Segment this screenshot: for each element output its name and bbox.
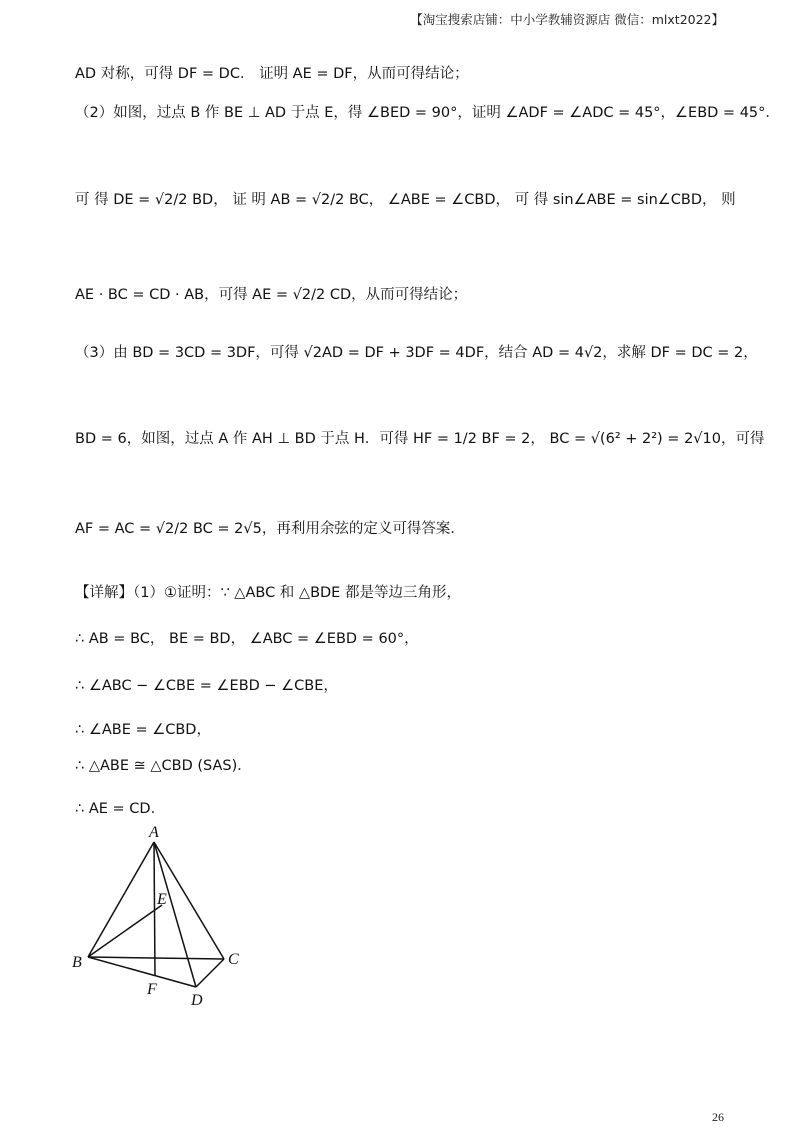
segment-ab (88, 842, 154, 957)
label-d: D (191, 992, 203, 1009)
geometry-figure (66, 822, 256, 1012)
text-line-9: ∴ AB = BC， BE = BD， ∠ABC = ∠EBD = 60°， (75, 631, 419, 647)
text-line-11: ∴ ∠ABE = ∠CBD， (75, 722, 211, 738)
text-line-2: （2）如图，过点 B 作 BE ⊥ AD 于点 E，得 ∠BED = 90°，证明 ∠ADF = ∠ADC = 45°，∠EBD = 45°． (75, 105, 780, 121)
text-line-8: 【详解】（1）①证明：∵ △ABC 和 △BDE 都是等边三角形， (75, 585, 461, 601)
text-line-12: ∴ △ABE ≅ △CBD (SAS)． (75, 758, 252, 774)
segment-bc (88, 957, 224, 959)
segment-bd (88, 957, 196, 987)
text-line-5: （3）由 BD = 3CD = 3DF，可得 √2AD = DF + 3DF = 4DF，结合 AD = 4√2，求解 DF = DC = 2， (75, 345, 758, 361)
segment-be (88, 905, 162, 957)
segment-cd (196, 959, 224, 987)
text-line-10: ∴ ∠ABC − ∠CBE = ∠EBD − ∠CBE， (75, 678, 338, 694)
page-header: 【淘宝搜索店铺：中小学教辅资源店 微信：mlxt2022】 (410, 12, 724, 27)
text-line-13: ∴ AE = CD． (75, 801, 166, 817)
label-c: C (228, 951, 239, 968)
label-f: F (147, 981, 157, 998)
label-a: A (149, 824, 159, 841)
text-line-6: BD = 6，如图，过点 A 作 AH ⊥ BD 于点 H．可得 HF = 1/2 BF = 2， BC = √(6² + 2²) = 2√10，可得 (75, 431, 765, 447)
page-number: 26 (712, 1110, 724, 1124)
segment-ad (154, 842, 196, 987)
segment-af (154, 842, 155, 976)
label-e: E (157, 891, 167, 908)
text-line-4: AE · BC = CD · AB，可得 AE = √2/2 CD，从而可得结论； (75, 287, 468, 303)
label-b: B (72, 954, 82, 971)
text-line-1: AD 对称，可得 DF = DC． 证明 AE = DF，从而可得结论； (75, 66, 469, 82)
text-line-3: 可 得 DE = √2/2 BD， 证 明 AB = √2/2 BC， ∠ABE = ∠CBD， 可 得 sin∠ABE = sin∠CBD， 则 (75, 192, 736, 208)
text-line-7: AF = AC = √2/2 BC = 2√5，再利用余弦的定义可得答案． (75, 521, 465, 537)
